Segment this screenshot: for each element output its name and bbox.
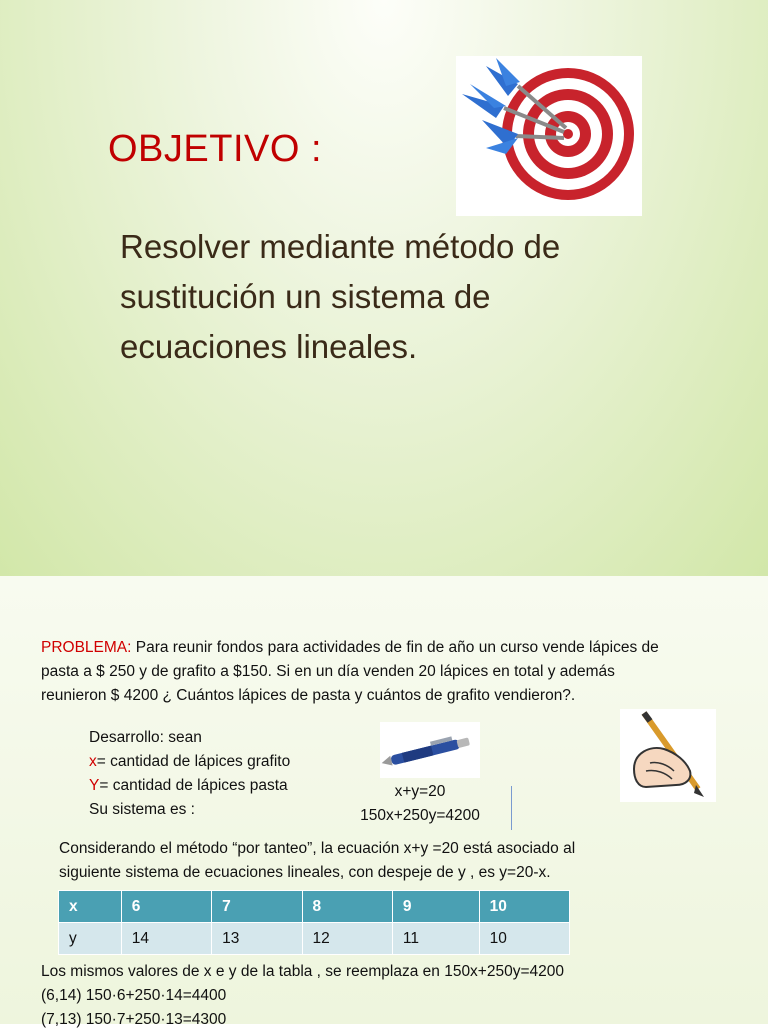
problem-line: Para reunir fondos para actividades de fin de año un curso vende lápices de (131, 639, 659, 656)
calc-line: (6,14) 150·6+250·14=4400 (41, 987, 227, 1004)
system-label: Su sistema es : (89, 801, 195, 818)
table-cell: 10 (479, 891, 569, 923)
dartboard-target-icon (456, 56, 642, 216)
objective-line: ecuaciones lineales. (120, 328, 418, 365)
table-cell: 6 (121, 891, 211, 923)
table-cell: x (59, 891, 122, 923)
table-cell: 7 (212, 891, 302, 923)
equation-system (340, 780, 500, 828)
problem-line: pasta a $ 250 y de grafito a $150. Si en un día venden 20 lápices en total y además (41, 663, 615, 680)
objective-line: Resolver mediante método de (120, 228, 561, 265)
var-y-label: Y (89, 777, 100, 794)
system-bracket (511, 786, 512, 830)
var-x-def (89, 750, 290, 774)
explanation-line: Considerando el método “por tanteo”, la ecuación x+y =20 está asociado al (59, 840, 576, 857)
dev-intro: Desarrollo: sean (89, 729, 202, 746)
problem-label: PROBLEMA: (41, 639, 132, 656)
pen-icon (380, 722, 480, 778)
var-x-desc: = cantidad de lápices grafito (96, 753, 291, 770)
problem-statement (41, 636, 741, 708)
values-table (58, 890, 570, 955)
method-explanation (59, 837, 699, 885)
table-cell: 12 (302, 923, 392, 955)
table-cell: 8 (302, 891, 392, 923)
objective-text (120, 222, 640, 372)
equation-2: 150x+250y=4200 (360, 807, 480, 824)
table-row (59, 923, 570, 955)
table-header-row (59, 891, 570, 923)
writing-hand-icon (620, 709, 716, 802)
calc-line: (7,13) 150·7+250·13=4300 (41, 1011, 227, 1028)
calc-line: Los mismos valores de x e y de la tabla , se reemplaza en 150x+250y=4200 (41, 963, 565, 980)
table-cell: y (59, 923, 122, 955)
table-cell: 10 (479, 923, 569, 955)
substitution-block (41, 960, 564, 1032)
var-x-label: x (89, 753, 97, 770)
table-cell: 14 (121, 923, 211, 955)
problem-line: reunieron $ 4200 ¿ Cuántos lápices de pasta y cuántos de grafito vendieron?. (41, 687, 576, 704)
table-cell: 9 (392, 891, 479, 923)
var-y-def (89, 774, 290, 798)
slide-title: OBJETIVO : (108, 128, 323, 170)
equation-1: x+y=20 (394, 783, 446, 800)
objective-line: sustitución un sistema de (120, 278, 491, 315)
table-cell: 13 (212, 923, 302, 955)
explanation-line: siguiente sistema de ecuaciones lineales, con despeje de y , es y=20-x. (59, 864, 551, 881)
var-y-desc: = cantidad de lápices pasta (99, 777, 288, 794)
table-cell: 11 (392, 923, 479, 955)
development-block (89, 726, 290, 822)
